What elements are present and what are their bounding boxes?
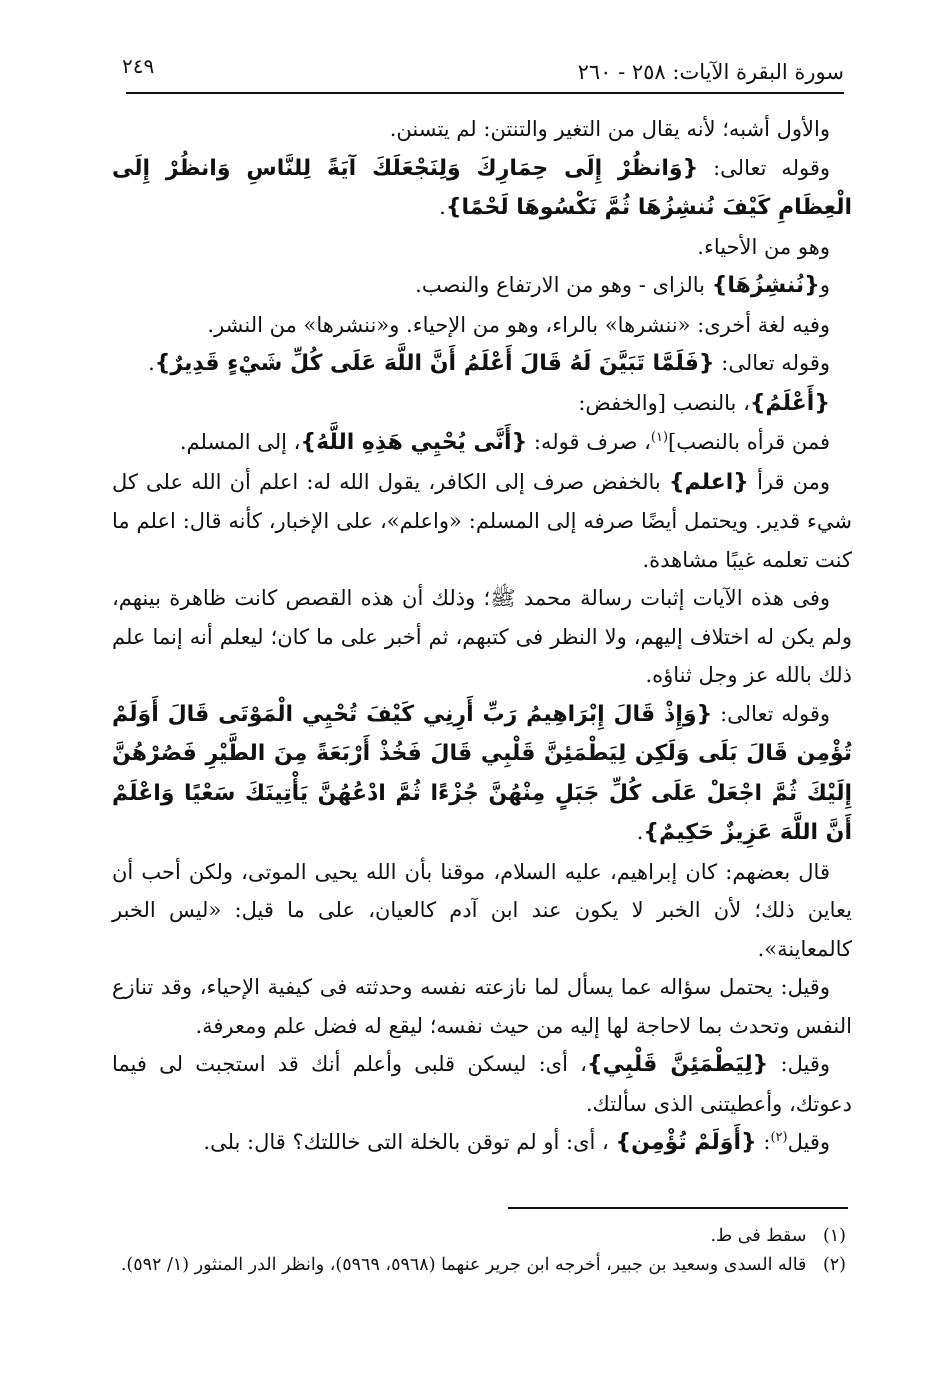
text-run: ، أى: ليسكن قلبى وأعلم أنك قد استجبت لى فيما دعوتك، وأعطيتنى الذى سألتك. bbox=[112, 1052, 852, 1116]
paragraph bbox=[112, 1123, 852, 1163]
quran-verse: {أَعْلَمُ} bbox=[749, 390, 830, 416]
text-run: وقيل: bbox=[768, 1052, 831, 1076]
paragraph bbox=[112, 1045, 852, 1123]
paragraph bbox=[112, 110, 852, 149]
paragraph bbox=[112, 149, 852, 228]
text-run: . bbox=[439, 195, 446, 219]
header-title: سورة البقرة الآيات: ٢٥٨ - ٢٦٠ bbox=[577, 60, 844, 84]
text-run: بالخفض صرف إلى الكافر، يقول الله له: اعلم أن الله على كل شيء قدير. ويحتمل أيضًا صرفه إلى المسلم: «واعلم»، على الإخبار، كأنه قال: اعلم ما كنت تعلمه غيبًا مشاهدة. bbox=[112, 469, 852, 572]
text-run: وقوله تعالى: bbox=[698, 155, 830, 180]
paragraph bbox=[112, 695, 852, 853]
text-run: : bbox=[756, 1130, 771, 1154]
text-run: ، إلى المسلم. bbox=[179, 430, 301, 454]
header-rule bbox=[126, 92, 844, 94]
footnote-marker: (١) bbox=[650, 430, 669, 445]
quran-verse: {أَوَلَمْ تُؤْمِن} bbox=[615, 1130, 757, 1155]
running-header bbox=[112, 54, 844, 88]
paragraph bbox=[112, 344, 852, 384]
text-run: و bbox=[819, 273, 830, 297]
text-run: ، صرف قوله: bbox=[527, 430, 651, 454]
main-text bbox=[112, 110, 852, 1163]
text-run: . bbox=[148, 351, 155, 375]
footnote-text: قاله السدى وسعيد بن جبير، أخرجه ابن جرير عنهما (٥٩٦٨، ٥٩٦٩)، وانظر الدر المنثور (١/ ٥٩٢). bbox=[120, 1255, 807, 1275]
text-run: وهو من الأحياء. bbox=[697, 234, 830, 259]
text-run: وفى هذه الآيات إثبات رسالة محمد ﷺ؛ وذلك أن هذه القصص كانت ظاهرة بينهم، ولم يكن له اختلاف إليهم، ولا النظر فى كتبهم، ثم أخبر على ما كان؛ ليعلم أنه إنما علم ذلك بالله عز وجل ثناؤه. bbox=[112, 586, 852, 687]
paragraph bbox=[112, 579, 852, 695]
paragraph bbox=[112, 266, 852, 306]
footnote-rule bbox=[508, 1207, 848, 1209]
text-run: فمن قرأه بالنصب] bbox=[668, 430, 830, 454]
paragraph bbox=[112, 463, 852, 580]
quran-verse: {اعلم} bbox=[668, 469, 749, 495]
quran-verse: {لِيَطْمَئِنَّ قَلْبِي} bbox=[586, 1052, 769, 1077]
paragraph bbox=[112, 384, 852, 424]
quran-verse: {وَانظُرْ إِلَى حِمَارِكَ وَلِنَجْعَلَكَ آيَةً لِلنَّاسِ وَانظُرْ إِلَى الْعِظَامِ كَيْفَ نُنشِزُهَا ثُمَّ نَكْسُوهَا لَحْمًا} bbox=[112, 155, 852, 220]
paragraph bbox=[112, 306, 852, 345]
text-run: وقيل: يحتمل سؤاله عما يسأل لما نازعته نفسه وحدثته فى كيفية الإحياء، وقد تنازع النفس وتحدث بما لاحاجة لها إليه من حيث نفسه؛ ليقع له فضل علم ومعرفة. bbox=[112, 975, 852, 1038]
footnote-number: (١) bbox=[822, 1226, 846, 1246]
quran-verse: {نُنشِزُهَا} bbox=[711, 273, 820, 298]
quran-verse: {وَإِذْ قَالَ إِبْرَاهِيمُ رَبِّ أَرِنِي كَيْفَ تُحْيِي الْمَوْتَى قَالَ أَوَلَمْ تُؤْمِن قَالَ بَلَى وَلَكِن لِيَطْمَئِنَّ قَلْبِي قَالَ فَخُذْ أَرْبَعَةً مِنَ الطَّيْرِ فَصُرْهُنَّ إِلَيْكَ ثُمَّ اجْعَلْ عَلَى كُلِّ جَبَلٍ مِنْهُنَّ جُزْءًا ثُمَّ ادْعُهُنَّ يَأْتِينَكَ سَعْيًا وَاعْلَمْ أَنَّ اللَّهَ عَزِيزٌ حَكِيمٌ} bbox=[112, 701, 852, 845]
text-run: ومن قرأ bbox=[748, 469, 831, 494]
footnote-number: (٢) bbox=[822, 1255, 846, 1275]
footnotes bbox=[112, 1222, 846, 1280]
quran-verse: {فَلَمَّا تَبَيَّنَ لَهُ قَالَ أَعْلَمُ أَنَّ اللَّهَ عَلَى كُلِّ شَيْءٍ قَدِيرٌ} bbox=[154, 351, 715, 376]
paragraph bbox=[112, 423, 852, 463]
footnote bbox=[112, 1222, 846, 1251]
paragraph bbox=[112, 853, 852, 969]
footnote-marker: (٢) bbox=[770, 1130, 788, 1145]
footnote-text: سقط فى ط. bbox=[710, 1226, 807, 1246]
text-run: . bbox=[636, 820, 644, 844]
paragraph bbox=[112, 968, 852, 1045]
text-run: وفيه لغة أخرى: «ننشرها» بالراء، وهو من الإحياء. و«ننشرها» من النشر. bbox=[207, 312, 830, 337]
footnote bbox=[112, 1251, 846, 1280]
paragraph bbox=[112, 228, 852, 267]
page-number: ٢٤٩ bbox=[122, 54, 155, 78]
text-run: ، بالنصب [والخفض: bbox=[578, 390, 750, 415]
text-run: وقوله تعالى: bbox=[712, 701, 830, 726]
text-run: بالزاى - وهو من الارتفاع والنصب. bbox=[415, 273, 712, 297]
text-run: وقيل bbox=[787, 1130, 830, 1154]
text-run: وقوله تعالى: bbox=[714, 351, 830, 375]
text-run: والأول أشبه؛ لأنه يقال من التغير والتنتن: لم يتسنن. bbox=[389, 117, 830, 141]
quran-verse: {أَنَّى يُحْيِي هَذِهِ اللَّهُ} bbox=[300, 430, 528, 455]
text-run: ، أى: أو لم توقن بالخلة التى خاللتك؟ قال: بلى. bbox=[203, 1130, 616, 1154]
text-run: قال بعضهم: كان إبراهيم، عليه السلام، موقنا بأن الله يحيى الموتى، ولكن أحب أن يعاين ذلك؛ لأن الخبر لا يكون عند ابن آدم كالعيان، على ما قيل: «ليس الخبر كالمعاينة». bbox=[112, 859, 852, 961]
